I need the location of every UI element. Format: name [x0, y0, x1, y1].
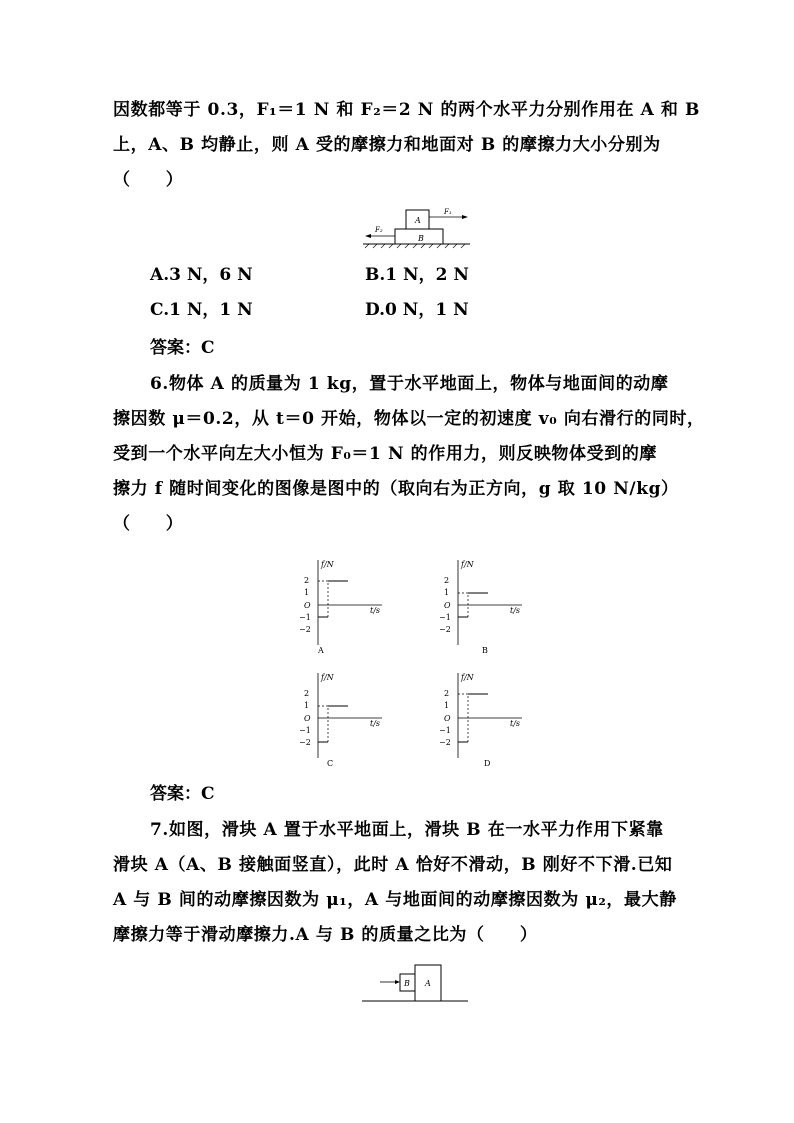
q5-figure [355, 204, 475, 252]
xlabel: t/s [510, 606, 521, 615]
q5-answer: 答案：C [150, 338, 215, 358]
q6-line-5: （ ） [113, 514, 184, 534]
xlabel: t/s [370, 719, 381, 728]
graph-b [430, 555, 530, 655]
tick: 1 [444, 588, 450, 597]
q7-figure [360, 960, 472, 1006]
block-b-label: B [404, 979, 410, 988]
q5-option-a: A.3 N，6 N [150, 265, 253, 285]
ylabel: f/N [461, 560, 474, 569]
tick: −1 [439, 613, 451, 622]
graph-caption: D [484, 759, 491, 768]
origin: O [304, 601, 311, 610]
block-b-label: B [418, 234, 424, 243]
tick: −2 [439, 625, 451, 634]
q6-line-1: 6.物体 A 的质量为 1 kg，置于水平地面上，物体与地面间的动摩 [150, 374, 669, 394]
q5-line-1: 因数都等于 0.3，F₁＝1 N 和 F₂＝2 N 的两个水平力分别作用在 A 和 B [113, 100, 700, 120]
graph-caption: C [327, 759, 334, 768]
q7-line-1: 7.如图，滑块 A 置于水平地面上，滑块 B 在一水平力作用下紧靠 [150, 820, 664, 840]
block-a-label: A [415, 216, 421, 225]
force1-arrowhead [462, 215, 468, 219]
q5-option-d: D.0 N，1 N [365, 300, 469, 320]
q7-line-3: A 与 B 间的动摩擦因数为 μ₁，A 与地面间的动摩擦因数为 μ₂，最大静 [113, 890, 677, 910]
origin: O [444, 601, 451, 610]
tick: −2 [299, 625, 311, 634]
force2-arrowhead [365, 234, 371, 238]
q6-answer: 答案：C [150, 784, 215, 804]
ylabel: f/N [321, 560, 334, 569]
tick: 2 [444, 576, 450, 585]
tick: 2 [304, 689, 310, 698]
ylabel: f/N [321, 673, 334, 682]
tick: −2 [299, 738, 311, 747]
graph-d [430, 668, 530, 768]
origin: O [444, 714, 451, 723]
tick: −2 [439, 738, 451, 747]
q6-line-3: 受到一个水平向左大小恒为 F₀＝1 N 的作用力，则反映物体受到的摩 [113, 444, 658, 464]
force-arrowhead [395, 980, 400, 984]
force1-label: F₁ [444, 208, 452, 216]
tick: 2 [304, 576, 310, 585]
origin: O [304, 714, 311, 723]
q5-option-c: C.1 N，1 N [150, 300, 253, 320]
tick: 2 [444, 689, 450, 698]
q5-line-3: （ ） [113, 170, 184, 190]
tick: 1 [444, 701, 450, 710]
tick: −1 [299, 726, 311, 735]
q5-option-b: B.1 N，2 N [365, 265, 469, 285]
q7-line-4: 摩擦力等于滑动摩擦力.A 与 B 的质量之比为（ ） [113, 925, 538, 945]
graph-caption: A [318, 646, 324, 655]
q6-line-4: 擦力 f 随时间变化的图像是图中的（取向右为正方向，g 取 10 N/kg） [113, 479, 679, 499]
q7-line-2: 滑块 A（A、B 接触面竖直），此时 A 恰好不滑动，B 刚好不下滑.已知 [113, 855, 673, 875]
xlabel: t/s [510, 719, 521, 728]
ylabel: f/N [461, 673, 474, 682]
q5-line-2: 上，A、B 均静止，则 A 受的摩擦力和地面对 B 的摩擦力大小分别为 [113, 135, 661, 155]
q6-line-2: 擦因数 μ＝0.2，从 t＝0 开始，物体以一定的初速度 v₀ 向右滑行的同时， [113, 409, 705, 429]
tick: −1 [439, 726, 451, 735]
tick: −1 [299, 613, 311, 622]
ground-hatch [365, 244, 465, 248]
graph-a [290, 555, 390, 655]
tick: 1 [304, 588, 310, 597]
force2-label: F₂ [375, 226, 383, 234]
xlabel: t/s [370, 606, 381, 615]
block-a-label: A [425, 979, 431, 988]
tick: 1 [304, 701, 310, 710]
graph-c [290, 668, 390, 768]
graph-caption: B [482, 646, 488, 655]
